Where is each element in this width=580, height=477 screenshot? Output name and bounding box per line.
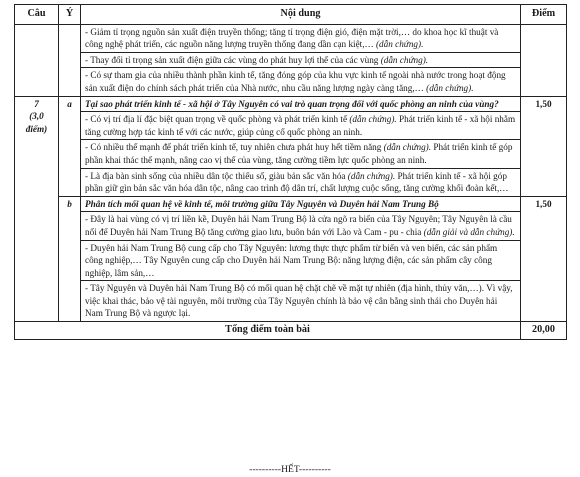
header-noidung: Nội dung — [81, 5, 521, 25]
cau-cell-empty — [15, 24, 59, 96]
total-label: Tổng điểm toàn bài — [15, 322, 521, 340]
question-number-cell — [15, 96, 59, 322]
table-row — [15, 240, 567, 281]
y-cell-empty — [59, 24, 81, 96]
content-cell: - Có nhiều thế mạnh để phát triển kinh tế, tuy nhiên chưa phát huy hết tiềm năng (dẫn chứng). Phát triển kinh tế góp phần khai thác thế mạnh, nâng cao vị thế của vùng, tăng cường tiềm lực quốc phòng an ninh. — [81, 140, 521, 168]
header-diem: Điểm — [521, 5, 567, 25]
table-row — [15, 96, 567, 112]
table-row — [15, 112, 567, 140]
content-cell: - Thay đổi tỉ trọng sản xuất điện giữa các vùng do phát huy lợi thế của các vùng (dẫn chứng). — [81, 52, 521, 68]
part-label: a — [59, 96, 81, 196]
answer-table — [14, 4, 567, 340]
content-cell: - Tây Nguyên và Duyên hải Nam Trung Bộ có mối quan hệ chặt chẽ về mặt tự nhiên (địa hình, thủy văn,…). Vì vậy, việc khai thác, bảo vệ tài nguyên, môi trường của Tây Nguyên chính là bảo vệ cân bằng sinh thái cho Duyên hải Nam Trung Bộ và ngược lại. — [81, 281, 521, 322]
total-score: 20,00 — [521, 322, 567, 340]
table-row — [15, 168, 567, 196]
table-row — [15, 281, 567, 322]
content-cell: - Giảm tỉ trọng nguồn sản xuất điện truyền thống; tăng tỉ trọng điện gió, điện mặt trời,… do khoa học kĩ thuật và công nghệ phát triển, các nguồn năng lượng truyền thống đang dần cạn kiệt,… (dẫn chứng). — [81, 24, 521, 52]
table-row — [15, 52, 567, 68]
question-number: 7 — [34, 98, 39, 109]
table-row — [15, 24, 567, 52]
part-label: b — [59, 196, 81, 321]
part-b-question: Phân tích mối quan hệ về kinh tế, môi trường giữa Tây Nguyên và Duyên hải Nam Trung Bộ — [81, 196, 521, 212]
part-a-score: 1,50 — [521, 96, 567, 196]
content-cell: - Có vị trí địa lí đặc biệt quan trọng về quốc phòng và phát triển kinh tế (dẫn chứng). Phát triển kinh tế - xã hội nhằm tăng cường hợp tác kinh tế với các nước, giúp củng cố quốc phòng an ninh. — [81, 112, 521, 140]
content-cell: - Đây là hai vùng có vị trí liền kề, Duyên hải Nam Trung Bộ là cửa ngõ ra biển của Tây Nguyên; Tây Nguyên là cầu nối để Duyên hải Nam Trung Bộ tăng cường giao lưu, buôn bán với Lào và Cam - pu - chia (dẫn giải và dẫn chứng). — [81, 212, 521, 240]
content-cell: - Có sự tham gia của nhiều thành phần kinh tế, tăng đóng góp của khu vực kinh tế ngoài nhà nước trong hoạt động sản xuất điện do chính sách phát triển của Nhà nước, nhu cầu năng lượng ngày càng tăng,… (dẫn chứng). — [81, 68, 521, 96]
total-row — [15, 322, 567, 340]
table-row — [15, 68, 567, 96]
content-cell: - Duyên hải Nam Trung Bộ cung cấp cho Tây Nguyên: lương thực thực phẩm từ biển và ven biển, các sản phẩm công nghiệp,… Tây Nguyên cung cấp cho Duyên hải Nam Trung Bộ: năng lượng điện, các sản phẩm cây công nghiệp, lâm sản,… — [81, 240, 521, 281]
table-row — [15, 196, 567, 212]
header-cau: Câu — [15, 5, 59, 25]
end-marker: ----------HẾT---------- — [249, 464, 331, 475]
part-a-question: Tại sao phát triển kinh tế - xã hội ở Tây Nguyên có vai trò quan trọng đối với quốc phòng an ninh của vùng? — [81, 96, 521, 112]
table-row — [15, 212, 567, 240]
header-row — [15, 5, 567, 25]
content-cell: - Là địa bàn sinh sống của nhiều dân tộc thiểu số, giàu bản sắc văn hóa (dẫn chứng). Phát triển kinh tế - xã hội góp phần giữ gìn bản sắc văn hóa dân tộc, nâng cao trình độ dân trí, chất lượng cuộc sống, tăng cường khối đoàn kết,… — [81, 168, 521, 196]
header-y: Ý — [59, 5, 81, 25]
part-b-score: 1,50 — [521, 196, 567, 321]
table-row — [15, 140, 567, 168]
score-cell-empty — [521, 24, 567, 96]
question-points: (3,0 điểm) — [25, 111, 48, 134]
